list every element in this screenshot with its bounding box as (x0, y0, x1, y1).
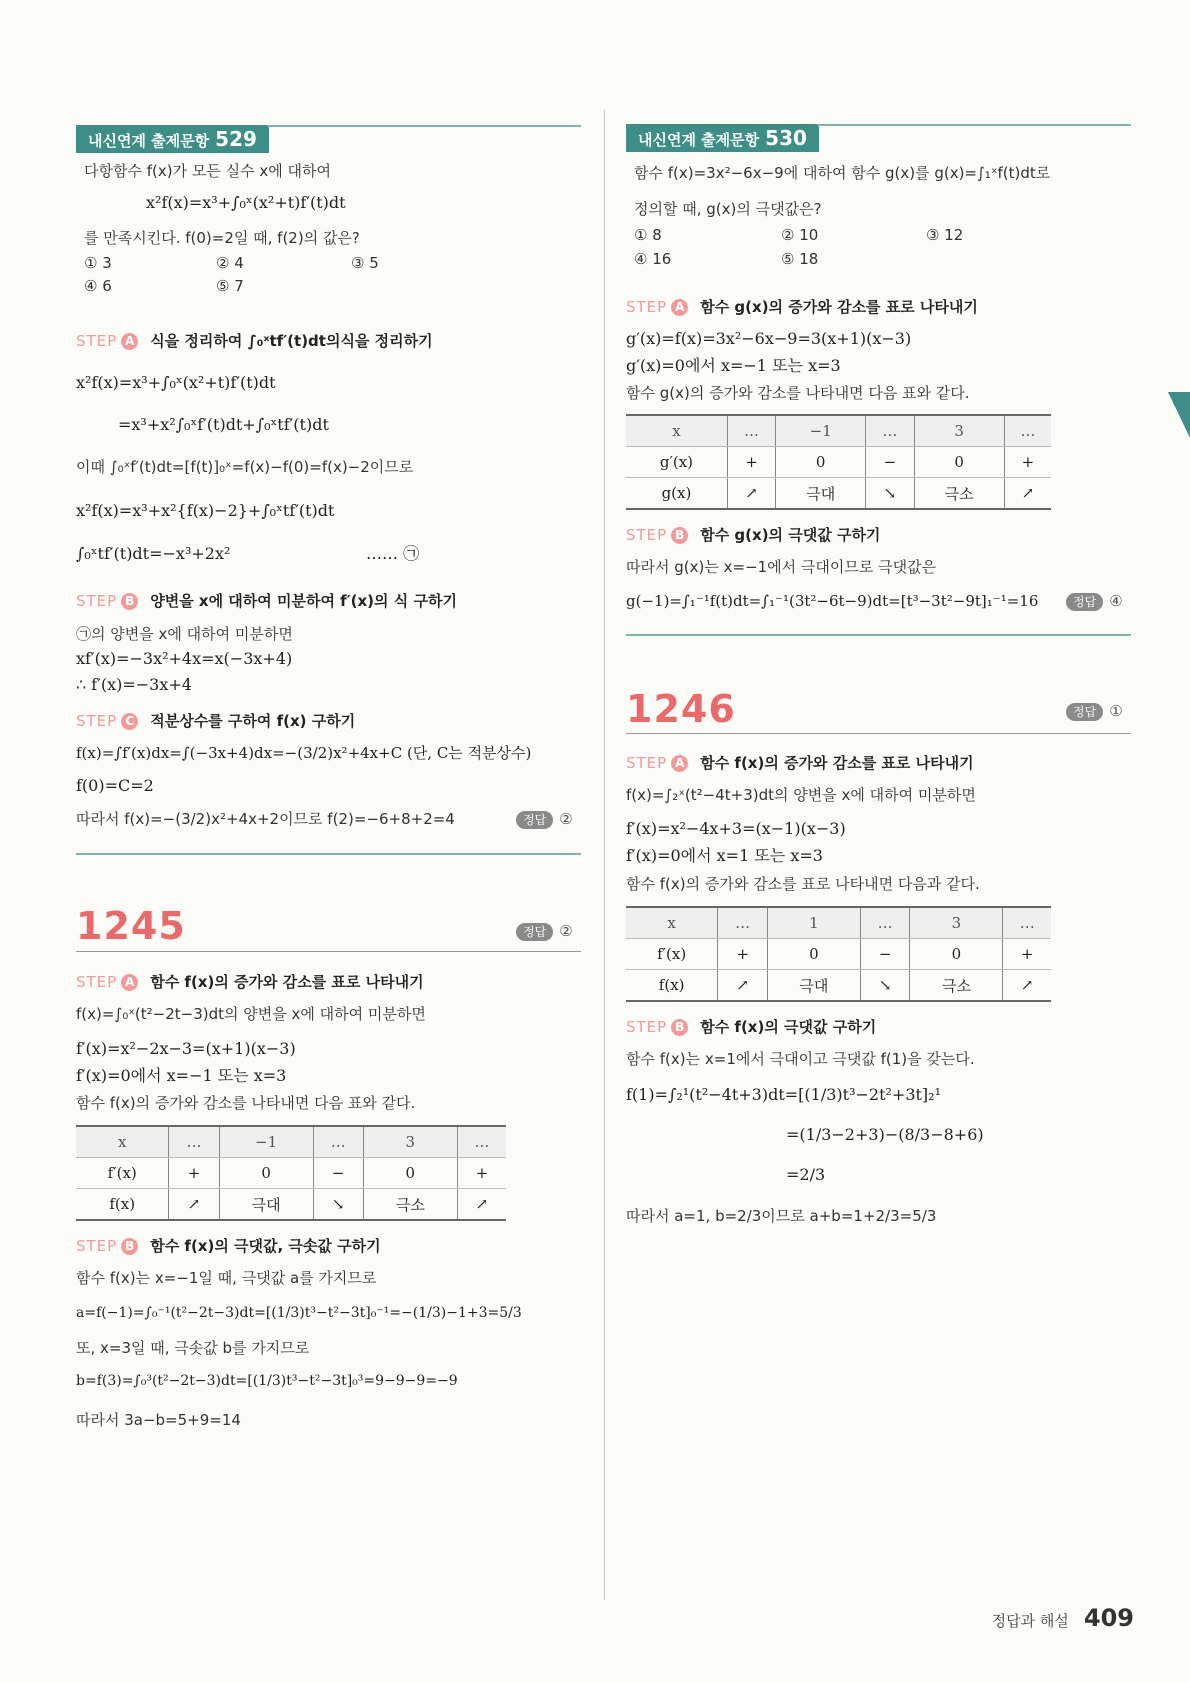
solution-line: f(1)=∫₂¹(t²−4t+3)dt=[(1/3)t³−2t²+3t]₂¹ (626, 1085, 941, 1104)
answer-marker: 정답 ① (1066, 700, 1123, 722)
answer-marker: 정답 ② (516, 808, 573, 830)
section-rule (76, 853, 581, 855)
choice: ⑤ 7 (216, 277, 244, 295)
step-a-heading: STEP A 함수 g(x)의 증가와 감소를 표로 나타내기 (626, 298, 978, 316)
solution-line: g′(x)=f(x)=3x²−6x−9=3(x+1)(x−3) (626, 329, 912, 348)
solution-line: 함수 f(x)는 x=1에서 극대이고 극댓값 f(1)을 갖는다. (626, 1050, 975, 1068)
answer-marker: 정답 ④ (1066, 590, 1123, 612)
solution-line: g(−1)=∫₁⁻¹f(t)dt=∫₁⁻¹(3t²−6t−9)dt=[t³−3t²−9t]₁⁻¹=16 (626, 592, 1039, 610)
solution-line: b=f(3)=∫₀³(t²−2t−3)dt=[(1/3)t³−t²−3t]₀³=9−9−9=−9 (76, 1373, 458, 1389)
section-rule (626, 634, 1131, 636)
solution-line: f(x)=∫f′(x)dx=∫(−3x+4)dx=−(3/2)x²+4x+C (단, C는 적분상수) (76, 744, 532, 762)
solution-line: f′(x)=x²−2x−3=(x+1)(x−3) (76, 1039, 296, 1058)
solution-line: x²f(x)=x³+∫₀ˣ(x²+t)f′(t)dt (76, 373, 276, 392)
question-text: 다항함수 f(x)가 모든 실수 x에 대하여 (84, 162, 331, 180)
number-rule (76, 951, 581, 952)
choice: ③ 5 (351, 254, 379, 272)
solution-line: ∫₀ˣtf′(t)dt=−x³+2x² (76, 544, 231, 563)
step-a-heading: STEP A 식을 정리하여 ∫₀ˣtf′(t)dt의식을 정리하기 (76, 332, 433, 350)
step-b-heading: STEP B 함수 f(x)의 극댓값, 극솟값 구하기 (76, 1237, 381, 1255)
solution-line: =(1/3−2+3)−(8/3−8+6) (786, 1125, 984, 1144)
problem-number-1246: 1246 (626, 687, 736, 731)
solution-line: 이때 ∫₀ˣf′(t)dt=[f(t)]₀ˣ=f(x)−f(0)=f(x)−2이므로 (76, 458, 414, 476)
choice: ③ 12 (926, 226, 964, 244)
choice: ② 10 (781, 226, 819, 244)
solution-line: 함수 g(x)의 증가와 감소를 나타내면 다음 표와 같다. (626, 384, 970, 402)
solution-line: 따라서 f(x)=−(3/2)x²+4x+2이므로 f(2)=−6+8+2=4 (76, 810, 455, 828)
solution-line: 또, x=3일 때, 극솟값 b를 가지므로 (76, 1339, 310, 1357)
solution-line: f′(x)=0에서 x=1 또는 x=3 (626, 846, 823, 865)
question-equation: x²f(x)=x³+∫₀ˣ(x²+t)f′(t)dt (146, 193, 346, 212)
solution-line: 함수 f(x)는 x=−1일 때, 극댓값 a를 가지므로 (76, 1269, 377, 1287)
step-c-heading: STEP C 적분상수를 구하여 f(x) 구하기 (76, 712, 356, 730)
solution-line: f(x)=∫₂ˣ(t²−4t+3)dt의 양변을 x에 대하여 미분하면 (626, 786, 976, 804)
question-text: 를 만족시킨다. f(0)=2일 때, f(2)의 값은? (84, 229, 360, 247)
page-edge-tab (1168, 392, 1190, 438)
solution-line: xf′(x)=−3x²+4x=x(−3x+4) (76, 649, 293, 668)
variation-table-1245: x … −1 … 3 … f′(x) + 0 − 0 + f(x) ↗ 극대 ↘ 극소 ↗ (76, 1125, 506, 1221)
equation-tag: …… ㉠ (366, 544, 420, 563)
answer-marker: 정답 ② (516, 920, 573, 942)
variation-table-1246: x … 1 … 3 … f′(x) + 0 − 0 + f(x) ↗ 극대 ↘ 극소 ↗ (626, 906, 1051, 1002)
solution-line: f(x)=∫₀ˣ(t²−2t−3)dt의 양변을 x에 대하여 미분하면 (76, 1005, 426, 1023)
solution-line: f′(x)=0에서 x=−1 또는 x=3 (76, 1066, 287, 1085)
step-a-heading: STEP A 함수 f(x)의 증가와 감소를 표로 나타내기 (626, 754, 974, 772)
choice: ① 8 (634, 226, 662, 244)
solution-line: 따라서 3a−b=5+9=14 (76, 1411, 241, 1429)
variation-table-530: x … −1 … 3 … g′(x) + 0 − 0 + g(x) ↗ 극대 ↘ 극소 ↗ (626, 414, 1051, 510)
solution-line: 따라서 a=1, b=2/3이므로 a+b=1+2/3=5/3 (626, 1207, 937, 1225)
solution-line: 함수 f(x)의 증가와 감소를 나타내면 다음 표와 같다. (76, 1094, 416, 1112)
column-divider (604, 110, 605, 1600)
choice: ⑤ 18 (781, 250, 819, 268)
page-number: 409 (1083, 1604, 1134, 1632)
solution-line: g′(x)=0에서 x=−1 또는 x=3 (626, 356, 841, 375)
choice: ④ 6 (84, 277, 112, 295)
choice: ② 4 (216, 254, 244, 272)
solution-line: ㉠의 양변을 x에 대하여 미분하면 (76, 625, 293, 643)
solution-line: =x³+x²∫₀ˣf′(t)dt+∫₀ˣtf′(t)dt (118, 415, 329, 434)
problem-badge-529: 내신연계 출제문항 529 (76, 125, 269, 153)
step-b-heading: STEP B 함수 f(x)의 극댓값 구하기 (626, 1018, 877, 1036)
step-a-heading: STEP A 함수 f(x)의 증가와 감소를 표로 나타내기 (76, 973, 424, 991)
question-text: 함수 f(x)=3x²−6x−9에 대하여 함수 g(x)를 g(x)=∫₁ˣf(t)dt로 (634, 164, 1051, 182)
solution-line: x²f(x)=x³+x²{f(x)−2}+∫₀ˣtf′(t)dt (76, 501, 335, 520)
solution-line: ∴ f′(x)=−3x+4 (76, 675, 192, 694)
number-rule (626, 733, 1131, 734)
choice: ① 3 (84, 254, 112, 272)
choice: ④ 16 (634, 250, 672, 268)
solution-line: 함수 f(x)의 증가와 감소를 표로 나타내면 다음과 같다. (626, 875, 980, 893)
solution-line: f′(x)=x²−4x+3=(x−1)(x−3) (626, 819, 846, 838)
question-text: 정의할 때, g(x)의 극댓값은? (634, 200, 822, 218)
page-footer (992, 1604, 1134, 1632)
footer-label: 정답과 해설 (991, 1612, 1069, 1630)
step-b-heading: STEP B 양변을 x에 대하여 미분하여 f′(x)의 식 구하기 (76, 592, 457, 610)
problem-number-1245: 1245 (76, 904, 186, 948)
problem-badge-530: 내신연계 출제문항 530 (626, 124, 819, 152)
solution-line: =2/3 (786, 1165, 826, 1184)
step-b-heading: STEP B 함수 g(x)의 극댓값 구하기 (626, 526, 881, 544)
solution-line: 따라서 g(x)는 x=−1에서 극대이므로 극댓값은 (626, 558, 937, 576)
solution-line: a=f(−1)=∫₀⁻¹(t²−2t−3)dt=[(1/3)t³−t²−3t]₀⁻¹=−(1/3)−1+3=5/3 (76, 1305, 522, 1321)
solution-line: f(0)=C=2 (76, 776, 154, 795)
